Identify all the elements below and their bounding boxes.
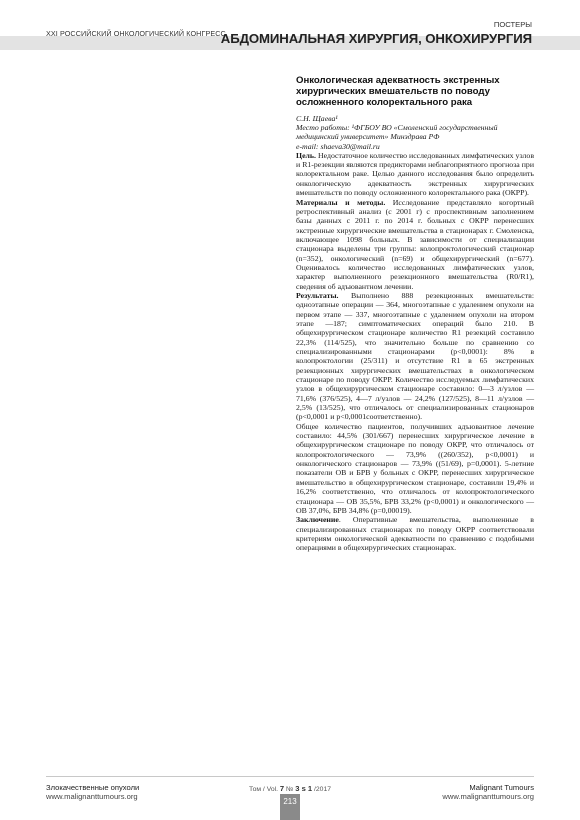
section-lead: Результаты. [296, 290, 339, 300]
author: С.Н. Щаева¹ [296, 113, 338, 123]
article-title: Онкологическая адекватность экстренных хирургических вмешательств по поводу осложненного колоректального рака [296, 75, 500, 109]
journal-title-en: Malignant Tumours [469, 783, 534, 792]
section-text: Исследование представляло когортный ретроспективный анализ (с 2001 г) с проспективным заполнением базы данных с 2011 г. по 2014 г. больных с ОКРР перенесших экстренные хирургические вмешательства в стационарах г. Смоленска, включающее 1098 больных. В зависимости от специализации стационара выделены три группы: колопроктологический стационар (n=352), онкологический (n=69) и общехирургический (n=677). Оценивалось количество исследованных лимфатических узлов, характер выполненного резекционного вмешательства (R0/R1), сведения об адъювантном лечении. [296, 197, 534, 291]
journal-url-right[interactable]: www.malignanttumours.org [442, 792, 534, 802]
section-text: Общее количество пациентов, получивших адъювантное лечение составило: 44,5% (301/667) перенесших хирургическое лечение в общехирургическом стационаре по поводу ОКРР, что отличалось от колопроктологического — 73,9% ((260/352), p<0,0001) и онкологического стационаров — 73,9% ((51/69), p=0,0001). 5-летние показатели ОВ и БРВ у больных с ОКРР, перенесших хирургическое вмешательство в общехирургическом стационаре, составили 19,4% и 16,2% соответственно, что отличалось от колопроктологического стационара — ОВ 35,5%, БРВ 33,2% (p<0,0001) и онкологического — ОВ 37,0%, БРВ 34,8% (p=0,00019). [296, 421, 534, 515]
section-text: . Оперативные вмешательства, выполненные в специализированных стационарах по поводу ОКРР соответствовали критериям онкологической адекватности по сравнению с подобными операциями в общехирургических стационарах. [296, 515, 534, 553]
section-conclusion [296, 515, 534, 552]
section-results [296, 291, 534, 422]
footer-left [46, 783, 139, 802]
issue-year: /2017 [314, 786, 332, 793]
section-text: Недостаточное количество исследованных лимфатических узлов и R1-резекции являются предикторами неблагоприятного прогноза при колоректальном раке. Целью данного исследования было определить онкологическую адекватность экстренных хирургических вмешательств по поводу осложненного колоректального рака (ОКРР). [296, 150, 534, 198]
footer-right [442, 783, 534, 802]
issue-label: № [286, 786, 294, 793]
section-methods [296, 198, 534, 291]
section-aim [296, 151, 534, 198]
congress-name: XXI РОССИЙСКИЙ ОНКОЛОГИЧЕСКИЙ КОНГРЕСС [46, 29, 226, 38]
article [296, 75, 534, 553]
issue-number: 3 s 1 [295, 784, 313, 793]
footer-divider [46, 776, 534, 777]
email: e-mail: shaeva30@mail.ru [296, 141, 380, 151]
journal-url-left[interactable]: www.malignanttumours.org [46, 792, 138, 802]
section-lead: Материалы и методы. [296, 197, 386, 207]
section-title: АБДОМИНАЛЬНАЯ ХИРУРГИЯ, ОНКОХИРУРГИЯ [220, 31, 532, 46]
section-lead: Цель. [296, 150, 316, 160]
page-number: 213 [280, 794, 300, 820]
section-text: Выполнено 888 резекционных вмешательств: одноэтапные операции — 364, многоэтапные с удалением опухоли на первом этапе — 337, многоэтапные с удалением опухоли на втором этапе —187; симптоматических операций было 210. В общехирургическом стационаре количество R1 резекций составило 22,3% (114/525), что значительно больше по сравнению со специализированными стационарами (p<0,0001): 8% в колопроктологии (25/311) и отсутствие R1 в 65 экстренных резекционных хирургических вмешательствах в онкологическом стационаре по поводу ОКРР. Количество исследуемых лимфатических узлов в общехирургическом стационаре составило: 0—3 л/узлов — 71,6% (376/525), 4—7 л/узлов — 24,2% (127/525), 8—11 л/узлов — 2,5% (13/525), что отличалось от специализированных стационаров (p<0,0001 и p<0,0001соответственно). [296, 290, 534, 422]
section-results-cont [296, 422, 534, 515]
workplace: Место работы: ¹ФГБОУ ВО «Смоленский государственный медицинский университет» Минздрава РФ [296, 122, 498, 142]
section-type: ПОСТЕРЫ [493, 20, 532, 29]
volume-label: Том / Vol. [248, 786, 279, 793]
issue-info [226, 784, 354, 793]
journal-title-ru: Злокачественные опухоли [46, 783, 140, 792]
section-lead: Заключение [296, 515, 339, 525]
volume-number: 7 [279, 784, 285, 793]
